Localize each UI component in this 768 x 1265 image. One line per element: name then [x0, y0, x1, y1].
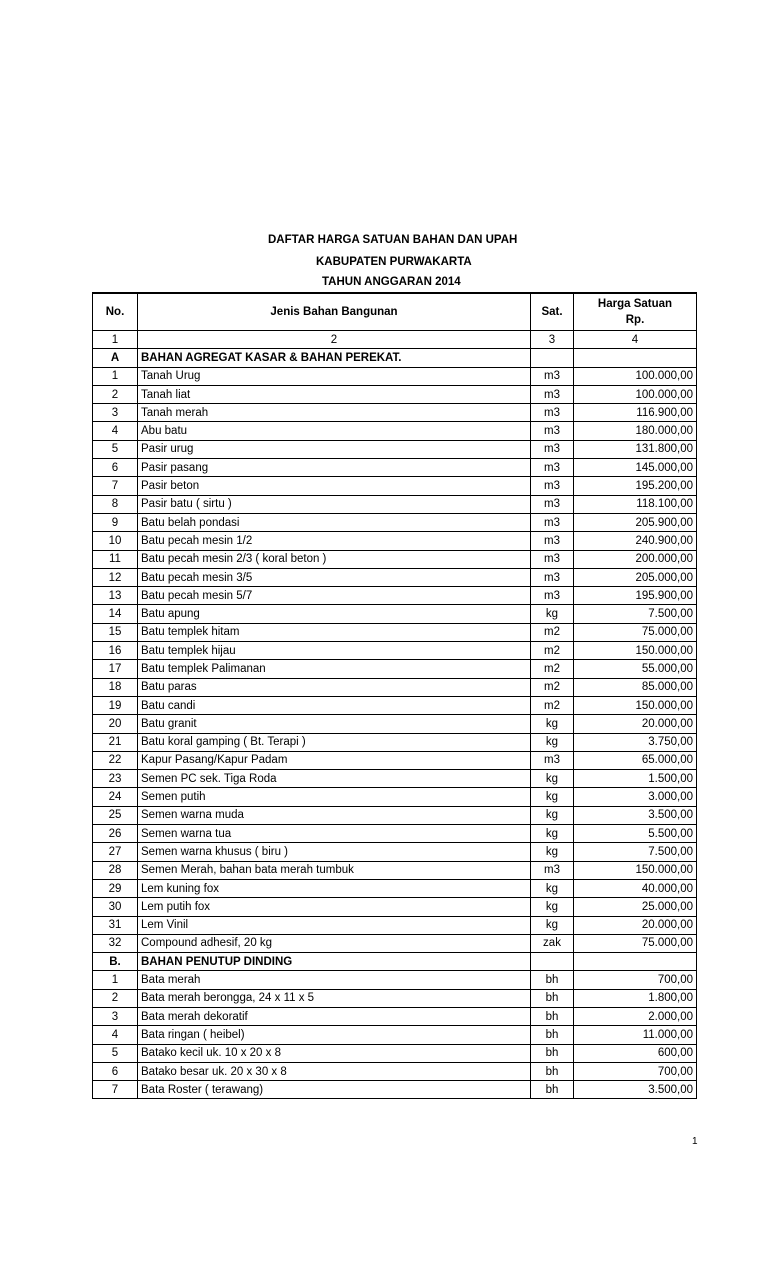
- table-row: [93, 898, 697, 916]
- table-row: [93, 1007, 697, 1025]
- table-row: [93, 825, 697, 843]
- unit: m3: [531, 568, 574, 586]
- unit-price: 3.000,00: [574, 788, 697, 806]
- unit: m3: [531, 459, 574, 477]
- row-number: 32: [93, 934, 138, 952]
- row-number: 6: [93, 459, 138, 477]
- row-number: 7: [93, 477, 138, 495]
- unit: kg: [531, 733, 574, 751]
- material-name: Batu templek hijau: [138, 642, 531, 660]
- unit: m2: [531, 642, 574, 660]
- section-header-row: [93, 349, 697, 367]
- section-code: B.: [93, 953, 138, 971]
- material-name: Batu templek Palimanan: [138, 660, 531, 678]
- unit-price: 75.000,00: [574, 623, 697, 641]
- unit-price: 118.100,00: [574, 495, 697, 513]
- material-name: Semen PC sek. Tiga Roda: [138, 770, 531, 788]
- unit-price: 195.900,00: [574, 587, 697, 605]
- material-name: Batako besar uk. 20 x 30 x 8: [138, 1062, 531, 1080]
- table-row: [93, 971, 697, 989]
- table-row: [93, 733, 697, 751]
- table-row: [93, 751, 697, 769]
- row-number: 11: [93, 550, 138, 568]
- section-empty-cell: [574, 953, 697, 971]
- material-name: Tanah liat: [138, 385, 531, 403]
- table-row: [93, 861, 697, 879]
- table-row: [93, 1026, 697, 1044]
- table-row: [93, 440, 697, 458]
- unit-price: 700,00: [574, 971, 697, 989]
- unit-price: 1.500,00: [574, 770, 697, 788]
- column-number: 2: [138, 331, 531, 349]
- unit: zak: [531, 934, 574, 952]
- unit-price: 200.000,00: [574, 550, 697, 568]
- header-sat: Sat.: [531, 293, 574, 331]
- table-row: [93, 404, 697, 422]
- unit: m3: [531, 440, 574, 458]
- material-name: Pasir batu ( sirtu ): [138, 495, 531, 513]
- unit-price: 25.000,00: [574, 898, 697, 916]
- page-number: 1: [692, 1136, 698, 1147]
- unit: m3: [531, 861, 574, 879]
- document-title: DAFTAR HARGA SATUAN BAHAN DAN UPAH: [268, 234, 518, 246]
- unit: m3: [531, 550, 574, 568]
- material-name: Lem kuning fox: [138, 879, 531, 897]
- table-row: [93, 934, 697, 952]
- row-number: 24: [93, 788, 138, 806]
- unit-price: 205.000,00: [574, 568, 697, 586]
- row-number: 3: [93, 1007, 138, 1025]
- unit: m3: [531, 532, 574, 550]
- material-name: Pasir urug: [138, 440, 531, 458]
- table-row: [93, 770, 697, 788]
- material-name: Semen warna tua: [138, 825, 531, 843]
- row-number: 31: [93, 916, 138, 934]
- row-number: 23: [93, 770, 138, 788]
- section-title: BAHAN AGREGAT KASAR & BAHAN PEREKAT.: [138, 349, 531, 367]
- row-number: 29: [93, 879, 138, 897]
- material-name: Batu pecah mesin 5/7: [138, 587, 531, 605]
- row-number: 4: [93, 422, 138, 440]
- unit: bh: [531, 1081, 574, 1099]
- material-name: Batu templek hitam: [138, 623, 531, 641]
- unit: m2: [531, 696, 574, 714]
- row-number: 16: [93, 642, 138, 660]
- unit: m2: [531, 623, 574, 641]
- unit-price: 150.000,00: [574, 696, 697, 714]
- header-price: [574, 293, 697, 331]
- unit: m3: [531, 751, 574, 769]
- table-row: [93, 587, 697, 605]
- table-row: [93, 788, 697, 806]
- row-number: 1: [93, 367, 138, 385]
- unit: kg: [531, 843, 574, 861]
- unit: bh: [531, 1044, 574, 1062]
- unit: bh: [531, 1062, 574, 1080]
- row-number: 15: [93, 623, 138, 641]
- unit-price: 75.000,00: [574, 934, 697, 952]
- row-number: 30: [93, 898, 138, 916]
- material-name: Batu apung: [138, 605, 531, 623]
- row-number: 1: [93, 971, 138, 989]
- unit-price: 600,00: [574, 1044, 697, 1062]
- material-name: Batu pecah mesin 1/2: [138, 532, 531, 550]
- unit-price: 85.000,00: [574, 678, 697, 696]
- unit: m3: [531, 495, 574, 513]
- material-name: Semen putih: [138, 788, 531, 806]
- unit: kg: [531, 916, 574, 934]
- row-number: 5: [93, 1044, 138, 1062]
- table-row: [93, 642, 697, 660]
- table-row: [93, 422, 697, 440]
- unit-price: 195.200,00: [574, 477, 697, 495]
- material-name: Semen warna khusus ( biru ): [138, 843, 531, 861]
- material-name: Batu granit: [138, 715, 531, 733]
- column-number: 3: [531, 331, 574, 349]
- row-number: 3: [93, 404, 138, 422]
- table-row: [93, 477, 697, 495]
- row-number: 20: [93, 715, 138, 733]
- section-title: BAHAN PENUTUP DINDING: [138, 953, 531, 971]
- unit-price: 240.900,00: [574, 532, 697, 550]
- unit: m2: [531, 678, 574, 696]
- material-name: Compound adhesif, 20 kg: [138, 934, 531, 952]
- header-no: No.: [93, 293, 138, 331]
- material-name: Bata merah dekoratif: [138, 1007, 531, 1025]
- row-number: 28: [93, 861, 138, 879]
- row-number: 14: [93, 605, 138, 623]
- unit: bh: [531, 1007, 574, 1025]
- material-name: Batu paras: [138, 678, 531, 696]
- section-header-row: [93, 953, 697, 971]
- table-row: [93, 678, 697, 696]
- table-row: [93, 916, 697, 934]
- unit: kg: [531, 605, 574, 623]
- row-number: 7: [93, 1081, 138, 1099]
- column-number: 1: [93, 331, 138, 349]
- unit-price: 205.900,00: [574, 513, 697, 531]
- material-name: Kapur Pasang/Kapur Padam: [138, 751, 531, 769]
- row-number: 22: [93, 751, 138, 769]
- material-name: Semen Merah, bahan bata merah tumbuk: [138, 861, 531, 879]
- unit: m2: [531, 660, 574, 678]
- material-name: Batu pecah mesin 3/5: [138, 568, 531, 586]
- column-number-row: [93, 331, 697, 349]
- unit: bh: [531, 1026, 574, 1044]
- header-price-line1: Harga Satuan: [597, 298, 673, 310]
- table-row: [93, 459, 697, 477]
- row-number: 4: [93, 1026, 138, 1044]
- table-row: [93, 843, 697, 861]
- unit-price: 20.000,00: [574, 715, 697, 733]
- table-row: [93, 989, 697, 1007]
- material-name: Semen warna muda: [138, 806, 531, 824]
- unit: kg: [531, 898, 574, 916]
- table-row: [93, 532, 697, 550]
- material-name: Pasir pasang: [138, 459, 531, 477]
- material-name: Bata merah berongga, 24 x 11 x 5: [138, 989, 531, 1007]
- section-code: A: [93, 349, 138, 367]
- row-number: 18: [93, 678, 138, 696]
- header-name: Jenis Bahan Bangunan: [138, 293, 531, 331]
- document-year: TAHUN ANGGARAN 2014: [322, 276, 461, 288]
- row-number: 2: [93, 989, 138, 1007]
- table-row: [93, 550, 697, 568]
- table-row: [93, 367, 697, 385]
- unit-price: 3.750,00: [574, 733, 697, 751]
- unit-price: 116.900,00: [574, 404, 697, 422]
- row-number: 12: [93, 568, 138, 586]
- row-number: 5: [93, 440, 138, 458]
- unit: kg: [531, 825, 574, 843]
- unit: kg: [531, 879, 574, 897]
- header-price-line2: Rp.: [625, 314, 645, 326]
- table-row: [93, 568, 697, 586]
- unit-price: 100.000,00: [574, 385, 697, 403]
- unit: m3: [531, 587, 574, 605]
- material-name: Tanah Urug: [138, 367, 531, 385]
- price-table: [92, 292, 697, 1099]
- table-row: [93, 1044, 697, 1062]
- table-row: [93, 513, 697, 531]
- unit-price: 1.800,00: [574, 989, 697, 1007]
- unit: kg: [531, 788, 574, 806]
- row-number: 10: [93, 532, 138, 550]
- row-number: 2: [93, 385, 138, 403]
- unit: bh: [531, 989, 574, 1007]
- table-row: [93, 696, 697, 714]
- material-name: Batu koral gamping ( Bt. Terapi ): [138, 733, 531, 751]
- row-number: 13: [93, 587, 138, 605]
- table-row: [93, 623, 697, 641]
- unit: m3: [531, 422, 574, 440]
- unit-price: 65.000,00: [574, 751, 697, 769]
- row-number: 21: [93, 733, 138, 751]
- material-name: Lem Vinil: [138, 916, 531, 934]
- unit-price: 150.000,00: [574, 861, 697, 879]
- unit: m3: [531, 513, 574, 531]
- unit-price: 131.800,00: [574, 440, 697, 458]
- row-number: 17: [93, 660, 138, 678]
- section-empty-cell: [531, 953, 574, 971]
- unit-price: 3.500,00: [574, 1081, 697, 1099]
- table-row: [93, 605, 697, 623]
- material-name: Bata Roster ( terawang): [138, 1081, 531, 1099]
- row-number: 19: [93, 696, 138, 714]
- section-empty-cell: [574, 349, 697, 367]
- row-number: 25: [93, 806, 138, 824]
- section-empty-cell: [531, 349, 574, 367]
- unit-price: 40.000,00: [574, 879, 697, 897]
- unit-price: 100.000,00: [574, 367, 697, 385]
- unit: m3: [531, 404, 574, 422]
- material-name: Bata merah: [138, 971, 531, 989]
- table-row: [93, 660, 697, 678]
- row-number: 27: [93, 843, 138, 861]
- row-number: 6: [93, 1062, 138, 1080]
- unit: kg: [531, 806, 574, 824]
- column-number: 4: [574, 331, 697, 349]
- unit: bh: [531, 971, 574, 989]
- material-name: Pasir beton: [138, 477, 531, 495]
- unit-price: 5.500,00: [574, 825, 697, 843]
- unit-price: 2.000,00: [574, 1007, 697, 1025]
- unit-price: 11.000,00: [574, 1026, 697, 1044]
- table-row: [93, 715, 697, 733]
- material-name: Lem putih fox: [138, 898, 531, 916]
- material-name: Abu batu: [138, 422, 531, 440]
- row-number: 26: [93, 825, 138, 843]
- unit-price: 7.500,00: [574, 843, 697, 861]
- table-row: [93, 495, 697, 513]
- table-body: [93, 349, 697, 1099]
- row-number: 9: [93, 513, 138, 531]
- table-row: [93, 1081, 697, 1099]
- unit: kg: [531, 715, 574, 733]
- unit: kg: [531, 770, 574, 788]
- table-row: [93, 879, 697, 897]
- unit: m3: [531, 385, 574, 403]
- table-row: [93, 1062, 697, 1080]
- row-number: 8: [93, 495, 138, 513]
- table-row: [93, 385, 697, 403]
- unit-price: 55.000,00: [574, 660, 697, 678]
- unit-price: 150.000,00: [574, 642, 697, 660]
- unit-price: 7.500,00: [574, 605, 697, 623]
- unit-price: 20.000,00: [574, 916, 697, 934]
- unit: m3: [531, 367, 574, 385]
- unit-price: 145.000,00: [574, 459, 697, 477]
- material-name: Tanah merah: [138, 404, 531, 422]
- table-header-row: [93, 293, 697, 331]
- material-name: Batu pecah mesin 2/3 ( koral beton ): [138, 550, 531, 568]
- document-subtitle: KABUPATEN PURWAKARTA: [316, 256, 472, 268]
- unit-price: 180.000,00: [574, 422, 697, 440]
- unit: m3: [531, 477, 574, 495]
- material-name: Batu belah pondasi: [138, 513, 531, 531]
- material-name: Bata ringan ( heibel): [138, 1026, 531, 1044]
- material-name: Batako kecil uk. 10 x 20 x 8: [138, 1044, 531, 1062]
- table-row: [93, 806, 697, 824]
- material-name: Batu candi: [138, 696, 531, 714]
- unit-price: 700,00: [574, 1062, 697, 1080]
- unit-price: 3.500,00: [574, 806, 697, 824]
